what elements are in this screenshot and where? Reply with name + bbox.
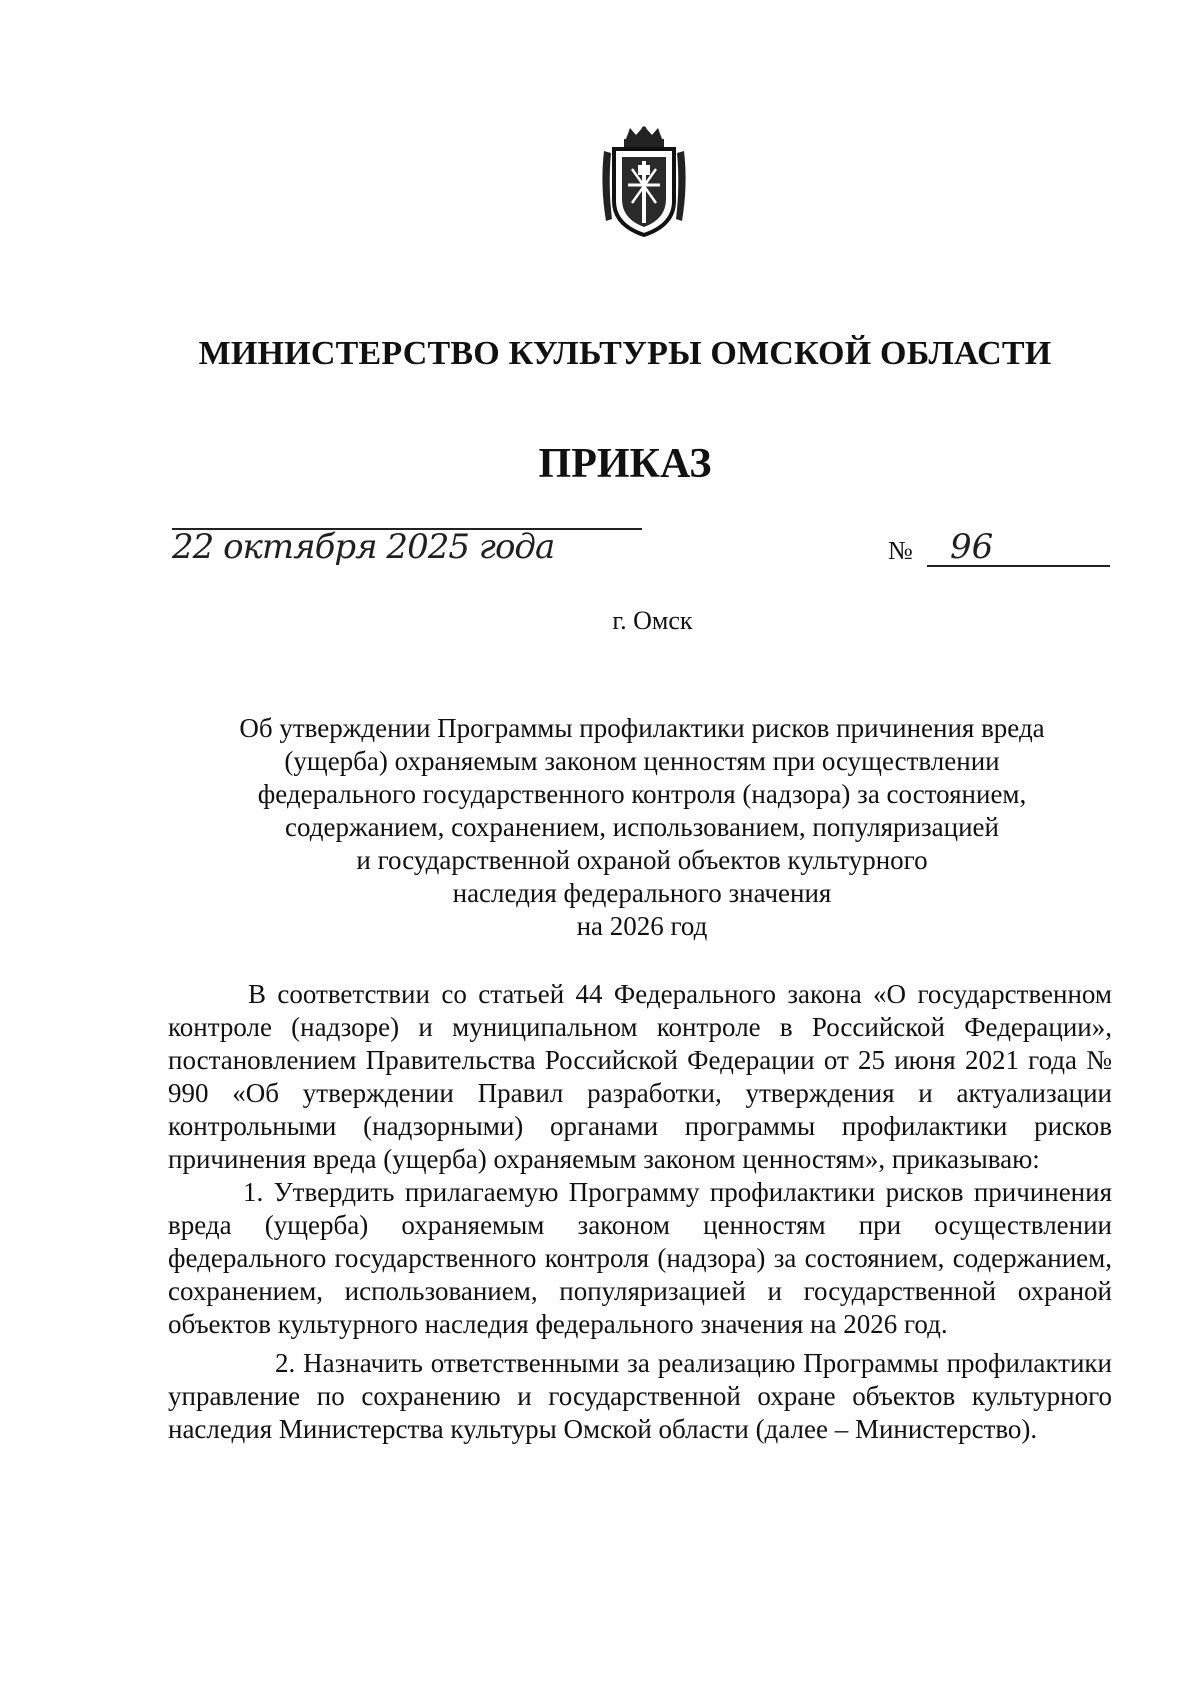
subject-line: наследия федерального значения [452,878,832,908]
handwritten-date: 22 октября 2025 года [172,527,555,567]
order-item-2: 2. Назначить ответственными за реализацию Программы профилактики управление по сохранению и государственной охране объектов культурного наследия Министерства культуры Омской области (далее – Министерство). [168,1348,1112,1444]
document-type-title: ПРИКАЗ [538,441,712,487]
subject-line: федерального государственного контроля (надзора) за состоянием, [257,779,1027,809]
handwritten-number: 96 [950,527,994,567]
document-body [168,978,1112,1446]
number-label: № [888,536,913,565]
subject-line: (ущерба) охраняемым законом ценностям при осуществлении [284,746,1000,776]
ministry-name: МИНИСТЕРСТВО КУЛЬТУРЫ ОМСКОЙ ОБЛАСТИ [198,335,1052,372]
coat-of-arms-icon [598,125,690,237]
order-item-1: 1. Утвердить прилагаемую Программу профилактики рисков причинения вреда (ущерба) охраняемым законом ценностям при осуществлении федерального государственного контроля (надзора) за состоянием, содержанием, сохранением, использованием, популяризацией и государственной охраной объектов культурного наследия федерального значения на 2026 год. [168,1177,1112,1339]
document-subject [170,712,1114,943]
subject-line: и государственной охраной объектов культурного [356,845,928,875]
subject-line: содержанием, сохранением, использованием, популяризацией [285,812,999,842]
preamble-paragraph: В соответствии со статьей 44 Федерального закона «О государственном контроле (надзоре) и муниципальном контроле в Российской Федерации», постановлением Правительства Российской Федерации от 25 июня 2021 года № 990 «Об утверждении Правил разработки, утверждения и актуализации контрольными (надзорными) органами программы профилактики рисков причинения вреда (ущерба) охраняемым законом ценностям», приказываю: [168,979,1112,1174]
subject-line: Об утверждении Программы профилактики рисков причинения вреда [239,713,1045,743]
city-line: г. Омск [612,606,693,635]
subject-line: на 2026 год [576,911,708,941]
